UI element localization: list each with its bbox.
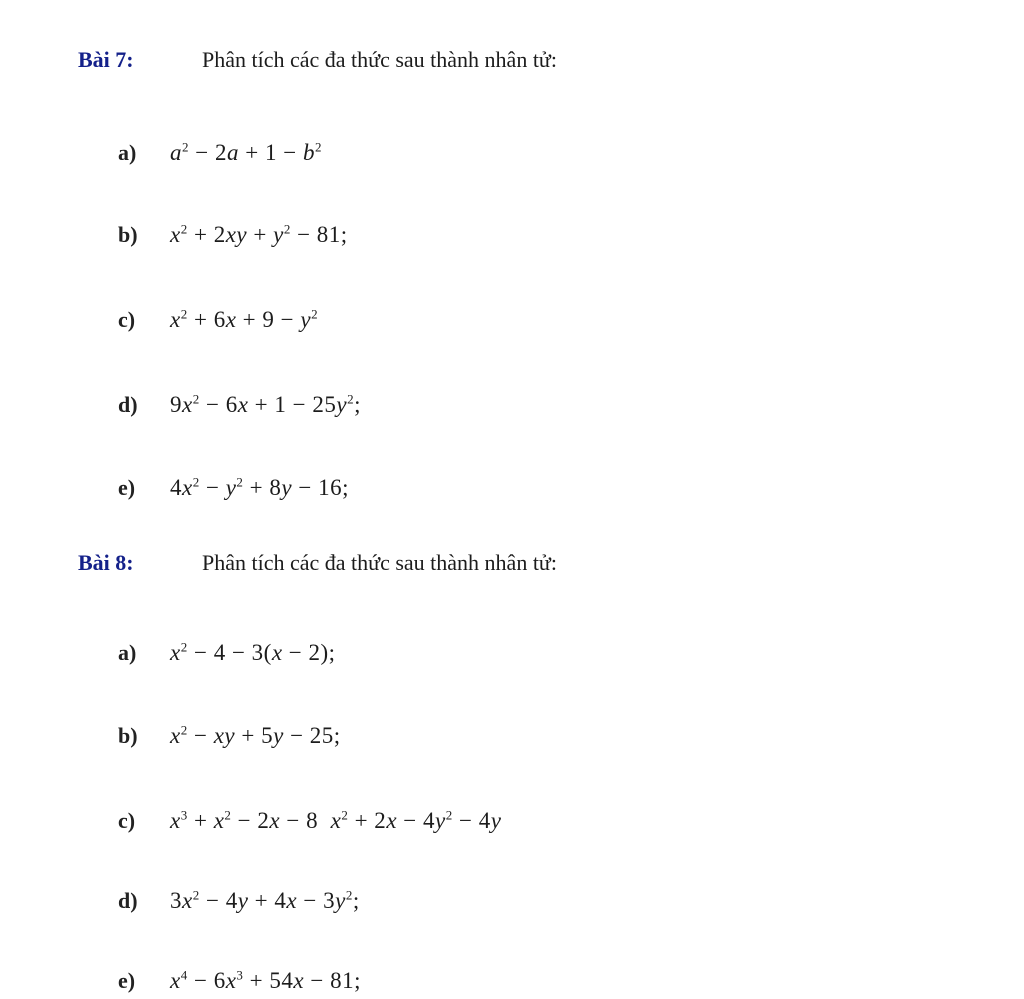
polynomial-expression: $x^3 + x^2 - 2x - 8$ $x^2 + 2x - 4y^2 - 4y$ <box>170 807 502 833</box>
item-label: c) <box>118 306 136 332</box>
polynomial-expression: $4x^2 - y^2 + 8y - 16$; <box>170 474 349 500</box>
item-label: e) <box>118 967 136 993</box>
bai8-item-d <box>118 880 360 916</box>
bai8-number: Bài 8: <box>78 550 134 575</box>
bai7-item-e <box>118 467 349 503</box>
bai8-item-a <box>118 632 336 668</box>
bai8-item-e <box>118 960 361 996</box>
bai7-item-b <box>118 214 348 250</box>
polynomial-expression: $x^2$ − xy + 5y − 25; <box>170 722 341 748</box>
item-label: a) <box>118 639 137 665</box>
item-label: e) <box>118 474 136 500</box>
item-label: b) <box>118 722 138 748</box>
bai7-item-c <box>118 299 318 335</box>
bai8-heading <box>78 548 557 578</box>
item-label: d) <box>118 391 138 417</box>
polynomial-expression: $a^2 - 2a + 1 - b^2$ <box>170 139 322 165</box>
polynomial-expression: $x^2 - 4 - 3(x - 2)$; <box>170 639 336 665</box>
item-label: b) <box>118 221 138 247</box>
bai7-number: Bài 7: <box>78 47 134 72</box>
bai7-item-d <box>118 384 361 420</box>
item-label: d) <box>118 887 138 913</box>
polynomial-expression: $x^4 - 6x^3 + 54x - 81$; <box>170 967 361 993</box>
bai8-title: Phân tích các đa thức sau thành nhân tử: <box>202 550 557 575</box>
item-label: a) <box>118 139 137 165</box>
bai7-title: Phân tích các đa thức sau thành nhân tử: <box>202 47 557 72</box>
polynomial-expression: $9x^2 - 6x + 1 - 25y^2$; <box>170 391 361 417</box>
polynomial-expression: $3x^2 - 4y + 4x - 3y^2$; <box>170 887 360 913</box>
bai8-item-b <box>118 715 341 751</box>
bai8-item-c <box>118 800 501 836</box>
polynomial-expression: $x^2 + 6x + 9 - y^2$ <box>170 306 319 332</box>
item-label: c) <box>118 807 136 833</box>
bai7-heading <box>78 45 557 75</box>
polynomial-expression: $x^2 + 2xy + y^2 - 81$; <box>170 221 348 247</box>
bai7-item-a <box>118 132 322 168</box>
